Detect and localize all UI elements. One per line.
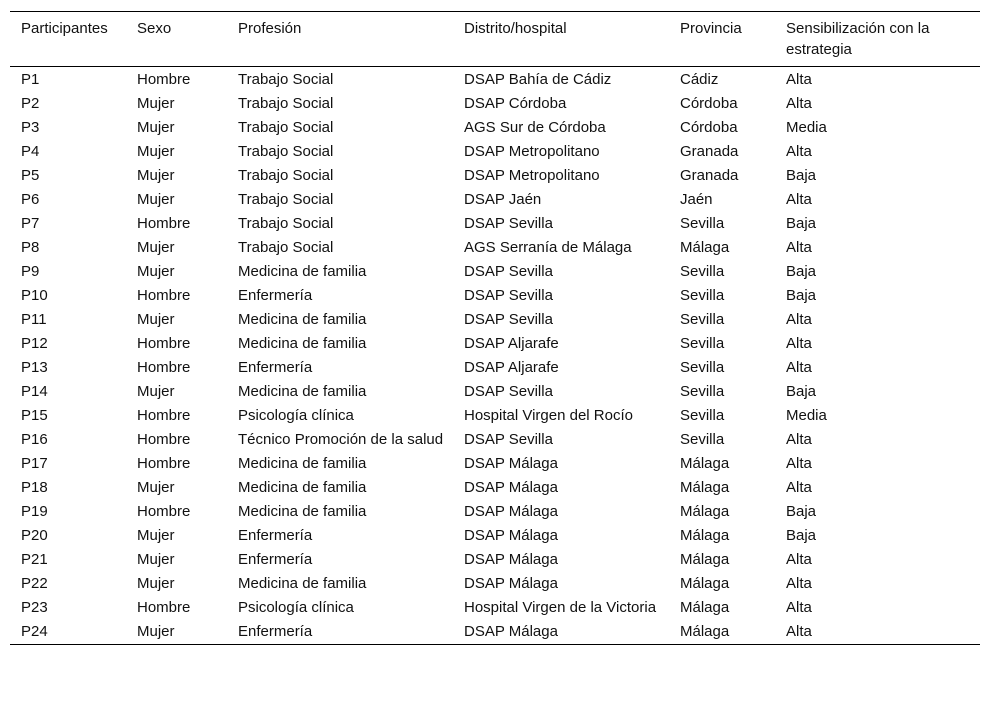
district-hospital-cell: DSAP Aljarafe	[464, 335, 559, 352]
table-row	[10, 212, 980, 236]
province-cell: Sevilla	[680, 407, 725, 424]
sensitization-cell: Baja	[786, 215, 817, 232]
district-hospital-cell: DSAP Metropolitano	[464, 167, 600, 184]
sex-cell: Mujer	[137, 551, 175, 568]
province-cell: Málaga	[680, 551, 730, 568]
sex-cell: Mujer	[137, 239, 175, 256]
district-hospital-cell: DSAP Sevilla	[464, 431, 553, 448]
profession-cell: Psicología clínica	[238, 599, 354, 616]
sex-cell: Hombre	[137, 71, 191, 88]
participant-cell: P5	[21, 167, 40, 184]
profession-cell: Medicina de familia	[238, 575, 367, 592]
profession-cell: Trabajo Social	[238, 239, 334, 256]
sensitization-cell: Alta	[786, 479, 812, 496]
sensitization-cell: Alta	[786, 431, 812, 448]
table-row	[10, 188, 980, 212]
participant-cell: P15	[21, 407, 48, 424]
province-cell: Jaén	[680, 191, 713, 208]
participant-cell: P17	[21, 455, 48, 472]
province-cell: Sevilla	[680, 383, 725, 400]
district-hospital-cell: Hospital Virgen de la Victoria	[464, 599, 657, 616]
sensitization-cell: Alta	[786, 95, 812, 112]
district-hospital-cell: Hospital Virgen del Rocío	[464, 407, 633, 424]
province-cell: Granada	[680, 143, 739, 160]
profession-cell: Trabajo Social	[238, 167, 334, 184]
profession-cell: Enfermería	[238, 359, 313, 376]
profession-cell: Trabajo Social	[238, 191, 334, 208]
province-cell: Córdoba	[680, 95, 738, 112]
profession-cell: Medicina de familia	[238, 335, 367, 352]
sensitization-cell: Baja	[786, 287, 817, 304]
sex-cell: Hombre	[137, 335, 191, 352]
sex-cell: Mujer	[137, 191, 175, 208]
table-row	[10, 428, 980, 452]
table-body	[10, 67, 980, 645]
participant-cell: P12	[21, 335, 48, 352]
province-cell: Málaga	[680, 479, 730, 496]
profession-cell: Trabajo Social	[238, 119, 334, 136]
sensitization-cell: Baja	[786, 383, 817, 400]
sex-cell: Mujer	[137, 479, 175, 496]
table-row	[10, 92, 980, 116]
province-cell: Sevilla	[680, 431, 725, 448]
sex-cell: Mujer	[137, 143, 175, 160]
sensitization-cell: Media	[786, 119, 827, 136]
province-cell: Málaga	[680, 503, 730, 520]
participant-cell: P18	[21, 479, 48, 496]
profession-cell: Medicina de familia	[238, 263, 367, 280]
table-row	[10, 356, 980, 380]
district-hospital-cell: DSAP Metropolitano	[464, 143, 600, 160]
profession-cell: Medicina de familia	[238, 383, 367, 400]
sensitization-cell: Baja	[786, 527, 817, 544]
participant-cell: P16	[21, 431, 48, 448]
table-row	[10, 500, 980, 524]
sex-cell: Mujer	[137, 311, 175, 328]
profession-cell: Enfermería	[238, 623, 313, 640]
sex-cell: Hombre	[137, 407, 191, 424]
province-cell: Málaga	[680, 623, 730, 640]
participant-cell: P19	[21, 503, 48, 520]
district-hospital-cell: DSAP Málaga	[464, 455, 558, 472]
participant-cell: P3	[21, 119, 40, 136]
profession-cell: Medicina de familia	[238, 455, 367, 472]
district-hospital-cell: DSAP Córdoba	[464, 95, 567, 112]
province-cell: Granada	[680, 167, 739, 184]
participant-cell: P22	[21, 575, 48, 592]
sex-cell: Hombre	[137, 455, 191, 472]
header-sensibilizacion: Sensibilización con la estrategia	[786, 20, 930, 58]
province-cell: Sevilla	[680, 287, 725, 304]
district-hospital-cell: DSAP Málaga	[464, 551, 558, 568]
participant-cell: P11	[21, 311, 47, 328]
sensitization-cell: Alta	[786, 575, 812, 592]
province-cell: Sevilla	[680, 359, 725, 376]
profession-cell: Enfermería	[238, 287, 313, 304]
sensitization-cell: Alta	[786, 71, 812, 88]
sensitization-cell: Baja	[786, 263, 817, 280]
participant-cell: P9	[21, 263, 40, 280]
header-profesion: Profesión	[238, 20, 302, 37]
district-hospital-cell: DSAP Sevilla	[464, 383, 553, 400]
profession-cell: Técnico Promoción de la salud	[238, 431, 444, 448]
profession-cell: Medicina de familia	[238, 311, 367, 328]
table-row	[10, 548, 980, 572]
header-distrito-hospital: Distrito/hospital	[464, 20, 567, 37]
table-row	[10, 332, 980, 356]
table-row	[10, 164, 980, 188]
province-cell: Málaga	[680, 455, 730, 472]
table-row	[10, 260, 980, 284]
province-cell: Sevilla	[680, 215, 725, 232]
sex-cell: Mujer	[137, 95, 175, 112]
profession-cell: Enfermería	[238, 527, 313, 544]
sensitization-cell: Alta	[786, 191, 812, 208]
district-hospital-cell: DSAP Sevilla	[464, 215, 553, 232]
participant-cell: P10	[21, 287, 48, 304]
province-cell: Málaga	[680, 575, 730, 592]
table-row	[10, 404, 980, 428]
participants-table	[10, 11, 980, 645]
participant-cell: P23	[21, 599, 48, 616]
sex-cell: Hombre	[137, 431, 191, 448]
province-cell: Málaga	[680, 599, 730, 616]
district-hospital-cell: DSAP Aljarafe	[464, 359, 559, 376]
participant-cell: P20	[21, 527, 48, 544]
sensitization-cell: Alta	[786, 455, 812, 472]
table-row	[10, 140, 980, 164]
table-row	[10, 620, 980, 645]
province-cell: Sevilla	[680, 335, 725, 352]
profession-cell: Trabajo Social	[238, 71, 334, 88]
province-cell: Sevilla	[680, 311, 725, 328]
sex-cell: Mujer	[137, 383, 175, 400]
district-hospital-cell: DSAP Jaén	[464, 191, 542, 208]
participant-cell: P1	[21, 71, 40, 88]
sensitization-cell: Alta	[786, 599, 812, 616]
participant-cell: P8	[21, 239, 40, 256]
sex-cell: Hombre	[137, 215, 191, 232]
sensitization-cell: Alta	[786, 143, 812, 160]
district-hospital-cell: DSAP Sevilla	[464, 287, 553, 304]
sensitization-cell: Baja	[786, 167, 817, 184]
profession-cell: Medicina de familia	[238, 503, 367, 520]
district-hospital-cell: DSAP Sevilla	[464, 311, 553, 328]
participant-cell: P21	[21, 551, 48, 568]
sex-cell: Hombre	[137, 599, 191, 616]
table-row	[10, 308, 980, 332]
sensitization-cell: Alta	[786, 335, 812, 352]
province-cell: Sevilla	[680, 263, 725, 280]
province-cell: Málaga	[680, 239, 730, 256]
sex-cell: Mujer	[137, 575, 175, 592]
participant-cell: P6	[21, 191, 40, 208]
header-provincia: Provincia	[680, 20, 742, 37]
participant-cell: P24	[21, 623, 48, 640]
profession-cell: Psicología clínica	[238, 407, 354, 424]
sex-cell: Hombre	[137, 287, 191, 304]
province-cell: Cádiz	[680, 71, 719, 88]
province-cell: Córdoba	[680, 119, 738, 136]
sensitization-cell: Alta	[786, 623, 812, 640]
district-hospital-cell: DSAP Málaga	[464, 623, 558, 640]
table-row	[10, 116, 980, 140]
district-hospital-cell: DSAP Málaga	[464, 479, 558, 496]
sex-cell: Mujer	[137, 527, 175, 544]
table-row	[10, 452, 980, 476]
table-row	[10, 524, 980, 548]
table-header	[10, 12, 980, 67]
profession-cell: Enfermería	[238, 551, 313, 568]
sensitization-cell: Alta	[786, 311, 812, 328]
sex-cell: Hombre	[137, 359, 191, 376]
profession-cell: Trabajo Social	[238, 215, 334, 232]
header-row	[10, 12, 980, 67]
header-sexo: Sexo	[137, 20, 172, 37]
sex-cell: Mujer	[137, 167, 175, 184]
profession-cell: Medicina de familia	[238, 479, 367, 496]
district-hospital-cell: DSAP Málaga	[464, 503, 558, 520]
table-row	[10, 572, 980, 596]
header-participantes: Participantes	[21, 20, 108, 37]
sex-cell: Mujer	[137, 623, 175, 640]
table-row	[10, 596, 980, 620]
profession-cell: Trabajo Social	[238, 95, 334, 112]
sex-cell: Mujer	[137, 263, 175, 280]
profession-cell: Trabajo Social	[238, 143, 334, 160]
district-hospital-cell: DSAP Málaga	[464, 527, 558, 544]
participant-cell: P13	[21, 359, 48, 376]
participant-cell: P2	[21, 95, 40, 112]
sensitization-cell: Alta	[786, 551, 812, 568]
sensitization-cell: Alta	[786, 239, 812, 256]
participant-cell: P14	[21, 383, 48, 400]
table-row	[10, 380, 980, 404]
district-hospital-cell: DSAP Sevilla	[464, 263, 553, 280]
district-hospital-cell: DSAP Bahía de Cádiz	[464, 71, 612, 88]
district-hospital-cell: AGS Serranía de Málaga	[464, 239, 632, 256]
sensitization-cell: Media	[786, 407, 827, 424]
sex-cell: Hombre	[137, 503, 191, 520]
participant-cell: P4	[21, 143, 40, 160]
participant-cell: P7	[21, 215, 40, 232]
province-cell: Málaga	[680, 527, 730, 544]
table-row	[10, 284, 980, 308]
table-row	[10, 67, 980, 93]
sensitization-cell: Baja	[786, 503, 817, 520]
sex-cell: Mujer	[137, 119, 175, 136]
participants-table-container	[10, 11, 980, 645]
table-row	[10, 476, 980, 500]
district-hospital-cell: AGS Sur de Córdoba	[464, 119, 606, 136]
table-row	[10, 236, 980, 260]
sensitization-cell: Alta	[786, 359, 812, 376]
district-hospital-cell: DSAP Málaga	[464, 575, 558, 592]
